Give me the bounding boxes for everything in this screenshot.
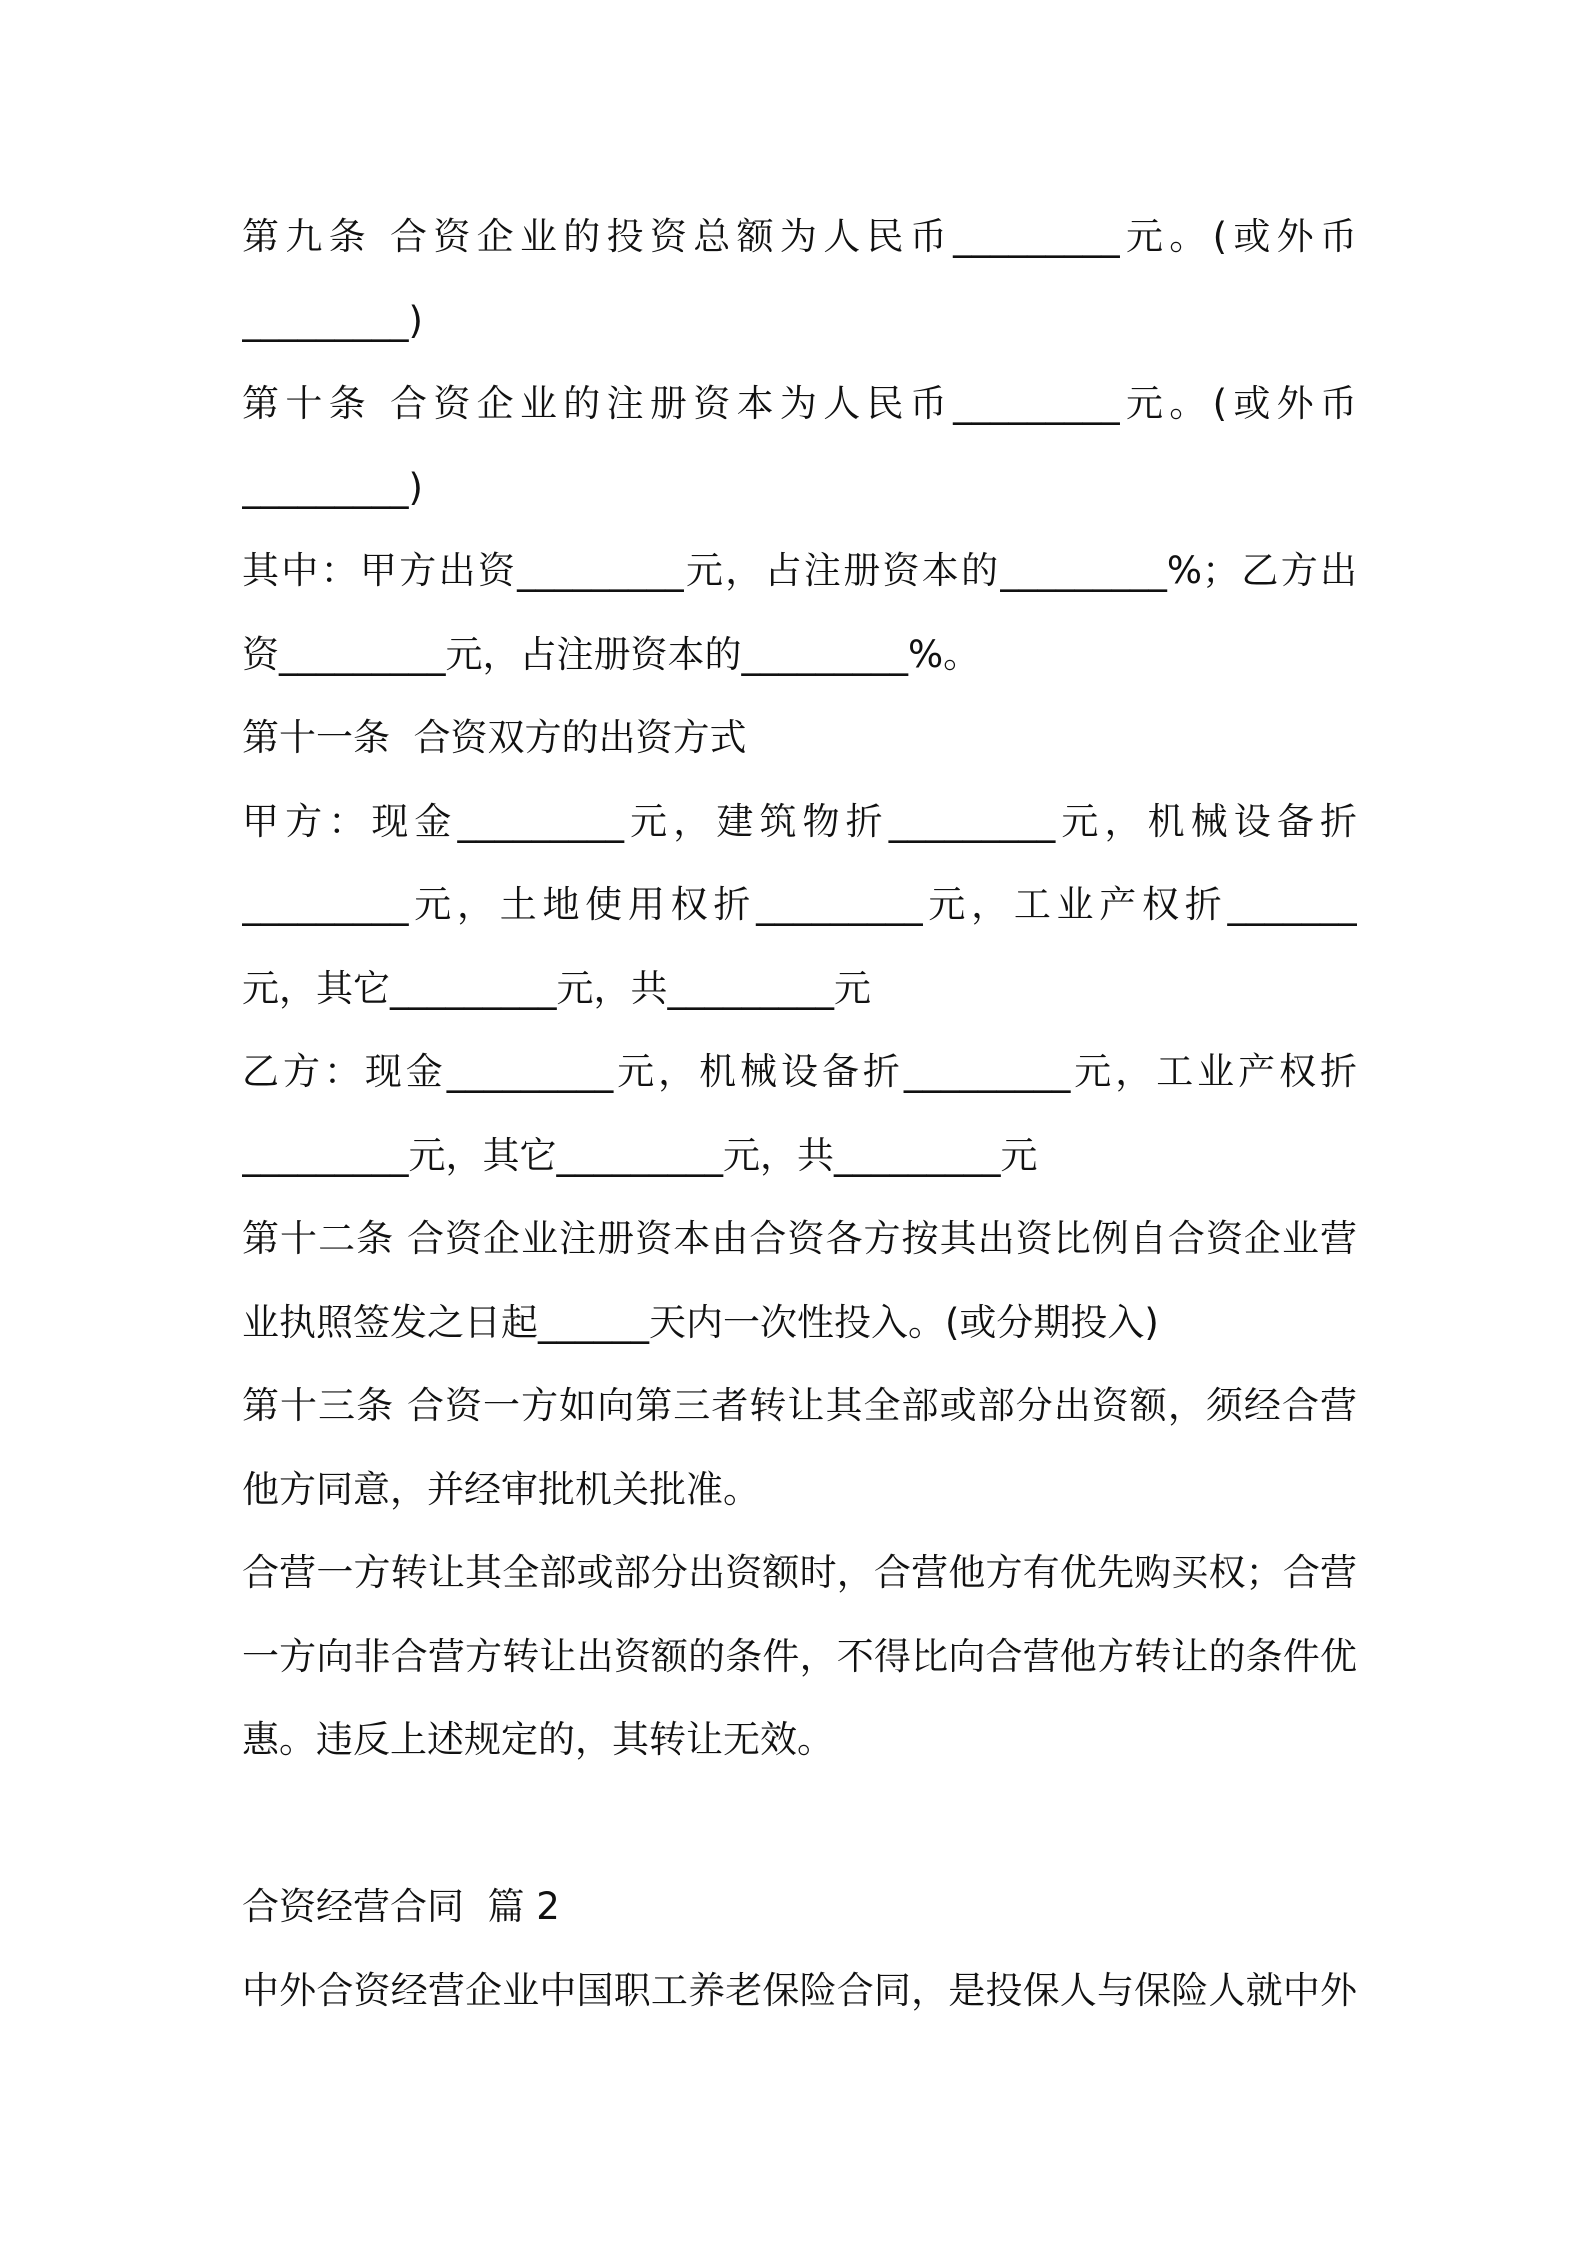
document-body [242, 195, 1357, 2032]
section-2-first-line: 中外合资经营企业中国职工养老保险合同，是投保人与保险人就中外 [242, 1968, 1357, 2012]
article-12-line-2: 业执照签发之日起______天内一次性投入。(或分期投入) [242, 1300, 1159, 1344]
article-10-line-2: _________) [242, 465, 423, 509]
party-a-line-3: 元，其它_________元，共_________元 [242, 966, 871, 1010]
party-b-line-2: _________元，其它_________元，共_________元 [242, 1133, 1038, 1177]
transfer-clause-line-1: 合营一方转让其全部或部分出资额时，合营他方有优先购买权；合营 [242, 1551, 1357, 1594]
article-12-line-1: 第十二条 合资企业注册资本由合资各方按其出资比例自合资企业营 [242, 1217, 1357, 1260]
party-a-line-1: 甲方：现金_________元，建筑物折_________元，机械设备折 [242, 799, 1357, 843]
section-spacer [242, 1782, 1357, 1866]
article-11-heading: 第十一条 合资双方的出资方式 [242, 716, 747, 759]
article-9-line-2: _________) [242, 298, 423, 342]
capital-split-line-1: 其中：甲方出资_________元，占注册资本的_________%；乙方出 [242, 549, 1357, 592]
transfer-clause-line-3: 惠。违反上述规定的，其转让无效。 [242, 1718, 834, 1761]
section-title: 合资经营合同 篇 2 [242, 1885, 560, 1928]
party-b-line-1: 乙方：现金_________元，机械设备折_________元，工业产权折 [242, 1050, 1357, 1093]
party-a-line-2: _________元，土地使用权折_________元，工业产权折_______ [242, 883, 1357, 926]
article-13-line-1: 第十三条 合资一方如向第三者转让其全部或部分出资额，须经合营 [242, 1384, 1357, 1427]
article-13-line-2: 他方同意，并经审批机关批准。 [242, 1467, 760, 1511]
article-9-line-1: 第九条 合资企业的投资总额为人民币_________元。(或外币 [242, 215, 1357, 258]
article-10-line-1: 第十条 合资企业的注册资本为人民币_________元。(或外币 [242, 382, 1357, 425]
capital-split-line-2: 资_________元，占注册资本的_________%。 [242, 632, 981, 676]
transfer-clause-line-2: 一方向非合营方转让出资额的条件，不得比向合营他方转让的条件优 [242, 1634, 1357, 1678]
